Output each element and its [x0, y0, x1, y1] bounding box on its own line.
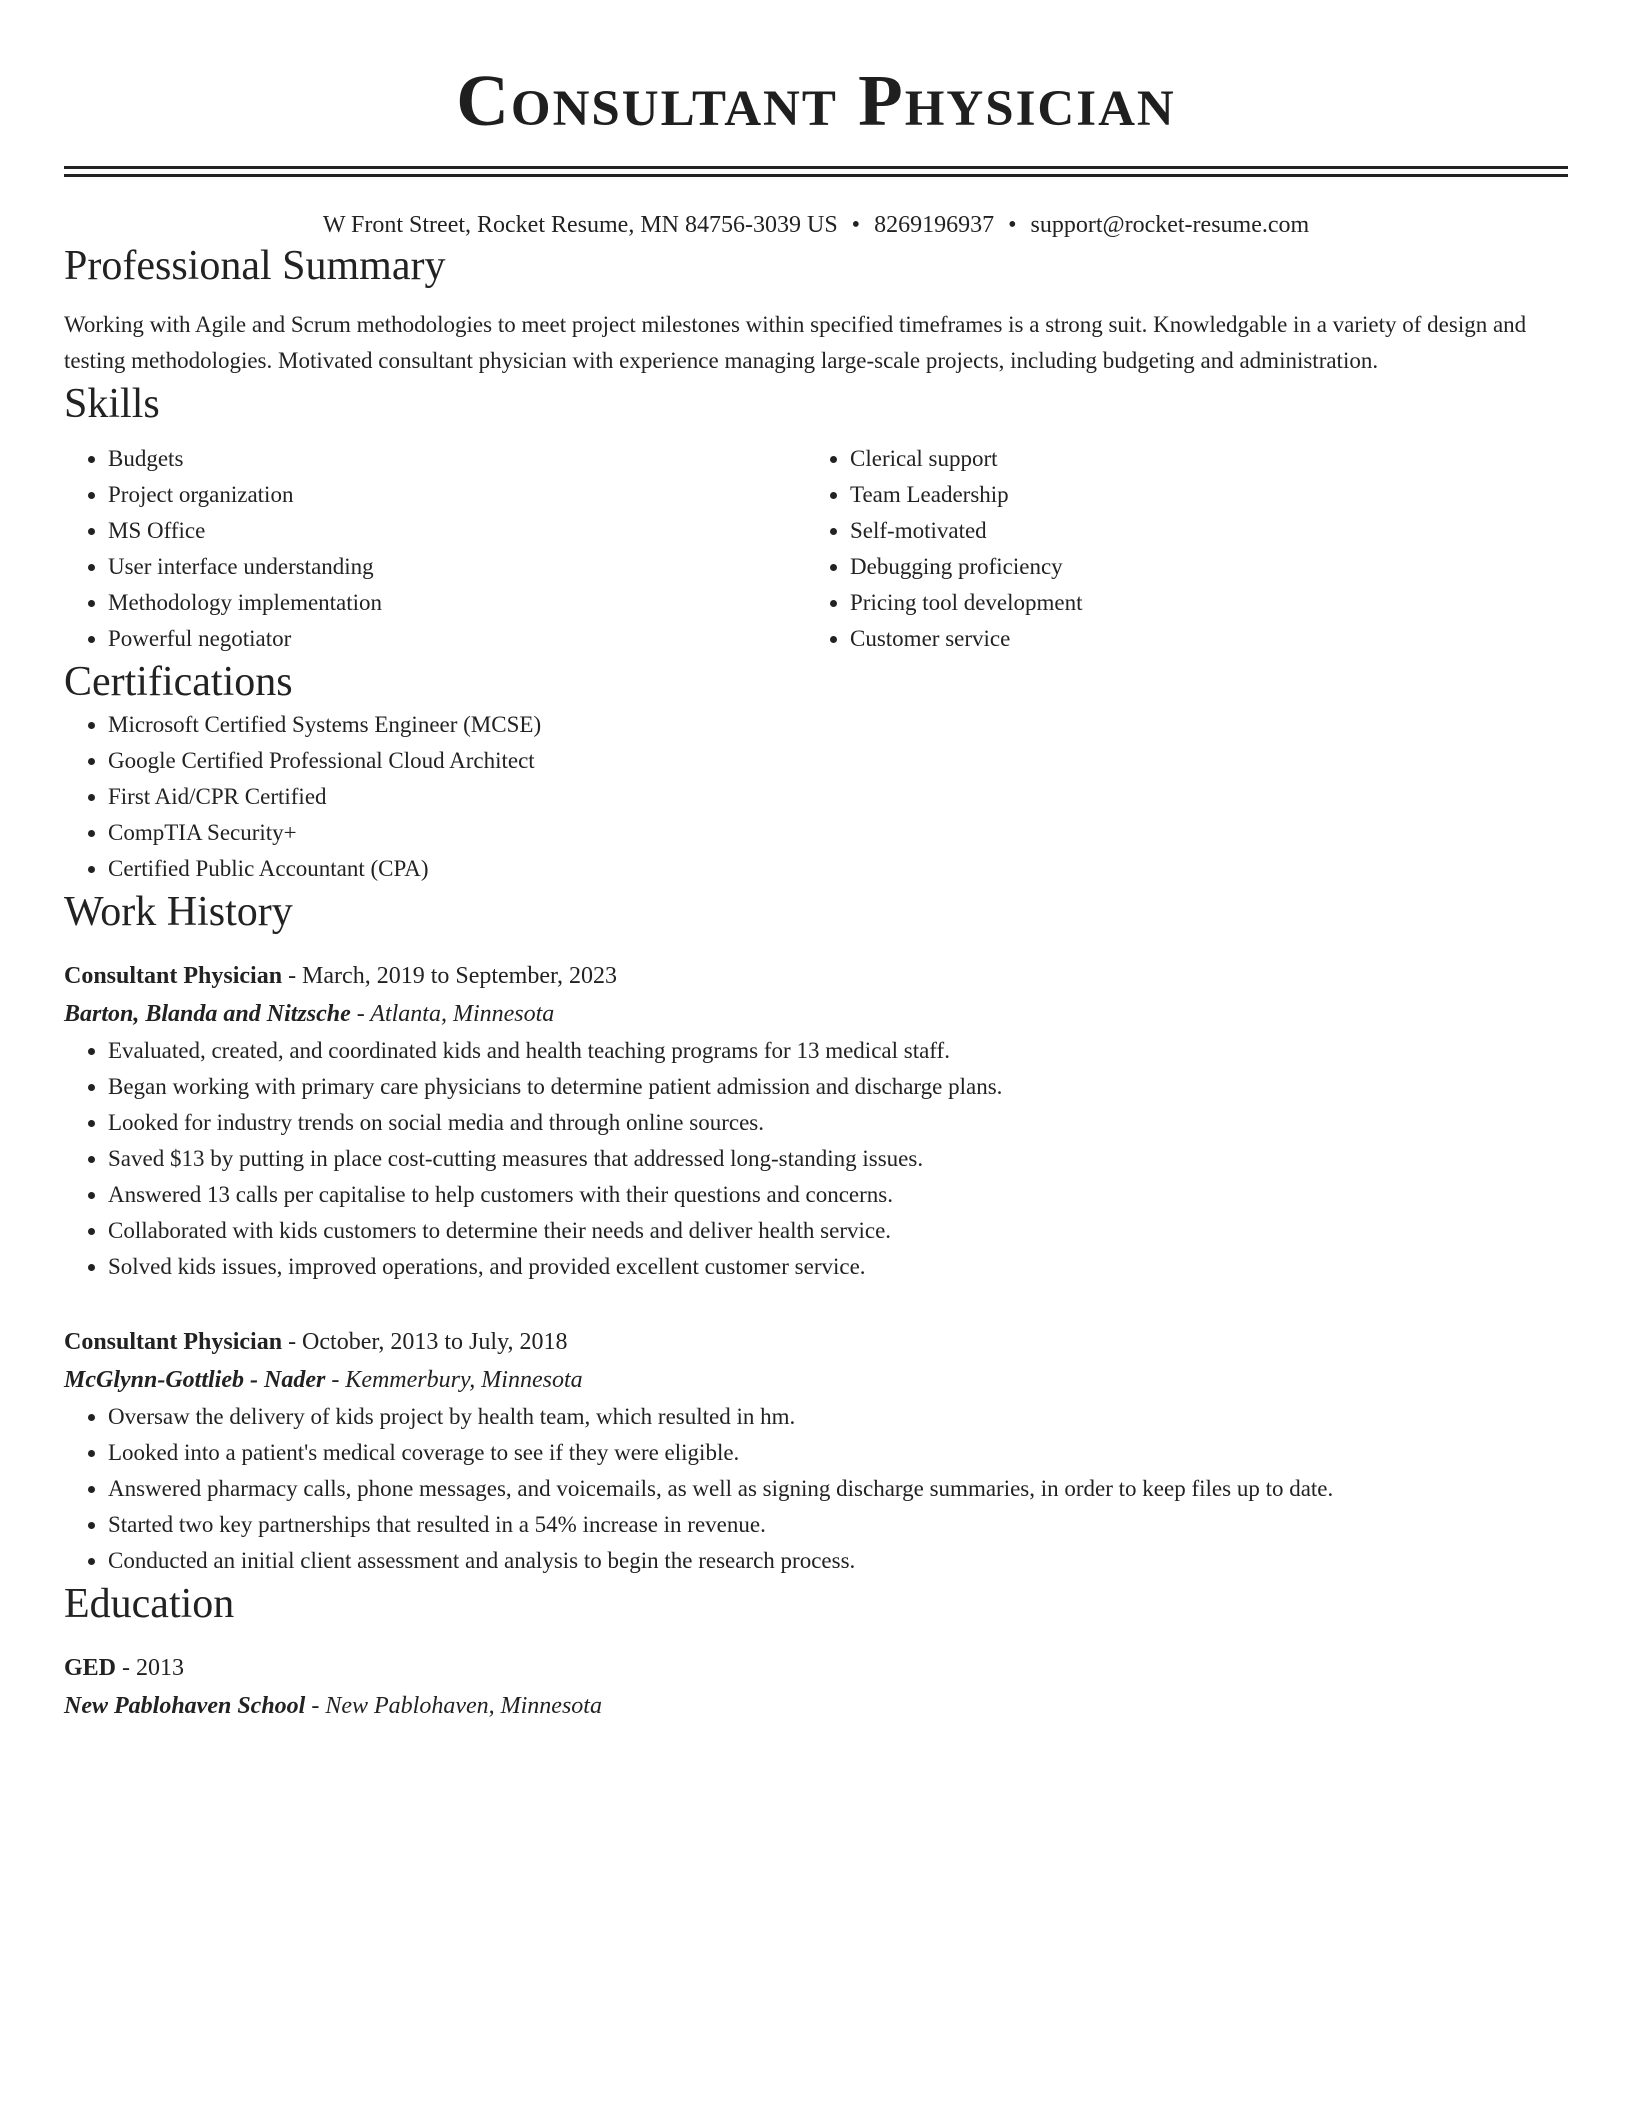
job-entry	[64, 1323, 1568, 1579]
degree-line	[64, 1649, 1568, 1687]
job-duty-item: • Conducted an initial client assessment and analysis to begin the research process.	[108, 1543, 1568, 1579]
skill-item: • Project organization	[108, 477, 806, 513]
school-name: New Pablohaven School	[64, 1693, 306, 1719]
degree-name: GED	[64, 1655, 117, 1681]
employer-line	[64, 1361, 1568, 1399]
certification-item: • Certified Public Accountant (CPA)	[108, 851, 1568, 887]
job-duties-list	[64, 1033, 1568, 1285]
skill-item: • Powerful negotiator	[108, 621, 806, 657]
skills-list-right	[806, 441, 1548, 657]
job-duty-item: • Started two key partnerships that resulted in a 54% increase in revenue.	[108, 1507, 1568, 1543]
job-duty-item: • Evaluated, created, and coordinated kids and health teaching programs for 13 medical staff.	[108, 1033, 1568, 1069]
title-divider	[64, 166, 1568, 177]
summary-text: Working with Agile and Scrum methodologies to meet project milestones within specified timeframes is a strong suit. Knowledgable in a variety of design and testing methodologies. Motivated consultant physician with experience managing large-scale projects, including budgeting and administration.	[64, 312, 1527, 373]
certification-item: • Google Certified Professional Cloud Architect	[108, 743, 1568, 779]
skill-item: • Clerical support	[850, 441, 1548, 477]
skill-item: • Debugging proficiency	[850, 549, 1548, 585]
job-dates: - March, 2019 to September, 2023	[282, 963, 618, 989]
job-entry	[64, 957, 1568, 1285]
employer-location: - Atlanta, Minnesota	[350, 1001, 555, 1027]
job-duty-item: • Saved $13 by putting in place cost-cutting measures that addressed long-standing issues.	[108, 1141, 1568, 1177]
skill-item: • Customer service	[850, 621, 1548, 657]
skills-left-column	[64, 441, 806, 657]
skill-item: • Self-motivated	[850, 513, 1548, 549]
summary-heading: Professional Summary	[64, 243, 446, 289]
job-duty-item: • Solved kids issues, improved operations, and provided excellent customer service.	[108, 1249, 1568, 1285]
contact-line	[64, 209, 1568, 241]
skill-item: • Methodology implementation	[108, 585, 806, 621]
skills-columns	[64, 441, 1568, 657]
skills-list-left	[64, 441, 806, 657]
education-entry	[64, 1649, 1568, 1725]
job-title-line	[64, 957, 1568, 995]
education-heading: Education	[64, 1581, 235, 1627]
job-duty-item: • Looked for industry trends on social media and through online sources.	[108, 1105, 1568, 1141]
job-duty-item: • Collaborated with kids customers to determine their needs and deliver health service.	[108, 1213, 1568, 1249]
job-duty-item: • Began working with primary care physicians to determine patient admission and discharge plans.	[108, 1069, 1568, 1105]
contact-address: W Front Street, Rocket Resume, MN 84756-3039 US	[322, 212, 838, 238]
contact-separator: •	[1008, 212, 1017, 238]
job-title: Consultant Physician	[64, 963, 283, 989]
skill-item: • Pricing tool development	[850, 585, 1548, 621]
skills-right-column	[806, 441, 1548, 657]
job-title: Consultant Physician	[64, 1329, 283, 1355]
employer-location: - Kemmerbury, Minnesota	[325, 1367, 583, 1393]
skill-item: • Budgets	[108, 441, 806, 477]
resume-title: Consultant Physician	[456, 60, 1176, 141]
contact-phone: 8269196937	[874, 212, 995, 238]
employer-line	[64, 995, 1568, 1033]
job-duty-item: • Oversaw the delivery of kids project by health team, which resulted in hm.	[108, 1399, 1568, 1435]
skill-item: • MS Office	[108, 513, 806, 549]
employer-name: Barton, Blanda and Nitzsche	[64, 1001, 351, 1027]
school-line	[64, 1687, 1568, 1725]
work-history-heading: Work History	[64, 889, 293, 935]
job-dates: - October, 2013 to July, 2018	[282, 1329, 568, 1355]
contact-separator: •	[851, 212, 861, 238]
certification-item: • First Aid/CPR Certified	[108, 779, 1568, 815]
job-duty-item: • Answered pharmacy calls, phone messages, and voicemails, as well as signing discharge summaries, in order to keep files up to date.	[108, 1471, 1568, 1507]
job-duties-list	[64, 1399, 1568, 1579]
job-title-line	[64, 1323, 1568, 1361]
skill-item: • Team Leadership	[850, 477, 1548, 513]
certification-item: • Microsoft Certified Systems Engineer (MCSE)	[108, 707, 1568, 743]
employer-name: McGlynn-Gottlieb - Nader	[64, 1367, 326, 1393]
degree-year: - 2013	[116, 1655, 185, 1681]
skill-item: • User interface understanding	[108, 549, 806, 585]
job-duty-item: • Looked into a patient's medical coverage to see if they were eligible.	[108, 1435, 1568, 1471]
school-location: - New Pablohaven, Minnesota	[305, 1693, 602, 1719]
contact-email: support@rocket-resume.com	[1030, 212, 1310, 238]
certification-item: • CompTIA Security+	[108, 815, 1568, 851]
job-duty-item: • Answered 13 calls per capitalise to help customers with their questions and concerns.	[108, 1177, 1568, 1213]
skills-heading: Skills	[64, 381, 160, 427]
certifications-heading: Certifications	[64, 659, 293, 705]
certifications-list	[64, 707, 1568, 887]
